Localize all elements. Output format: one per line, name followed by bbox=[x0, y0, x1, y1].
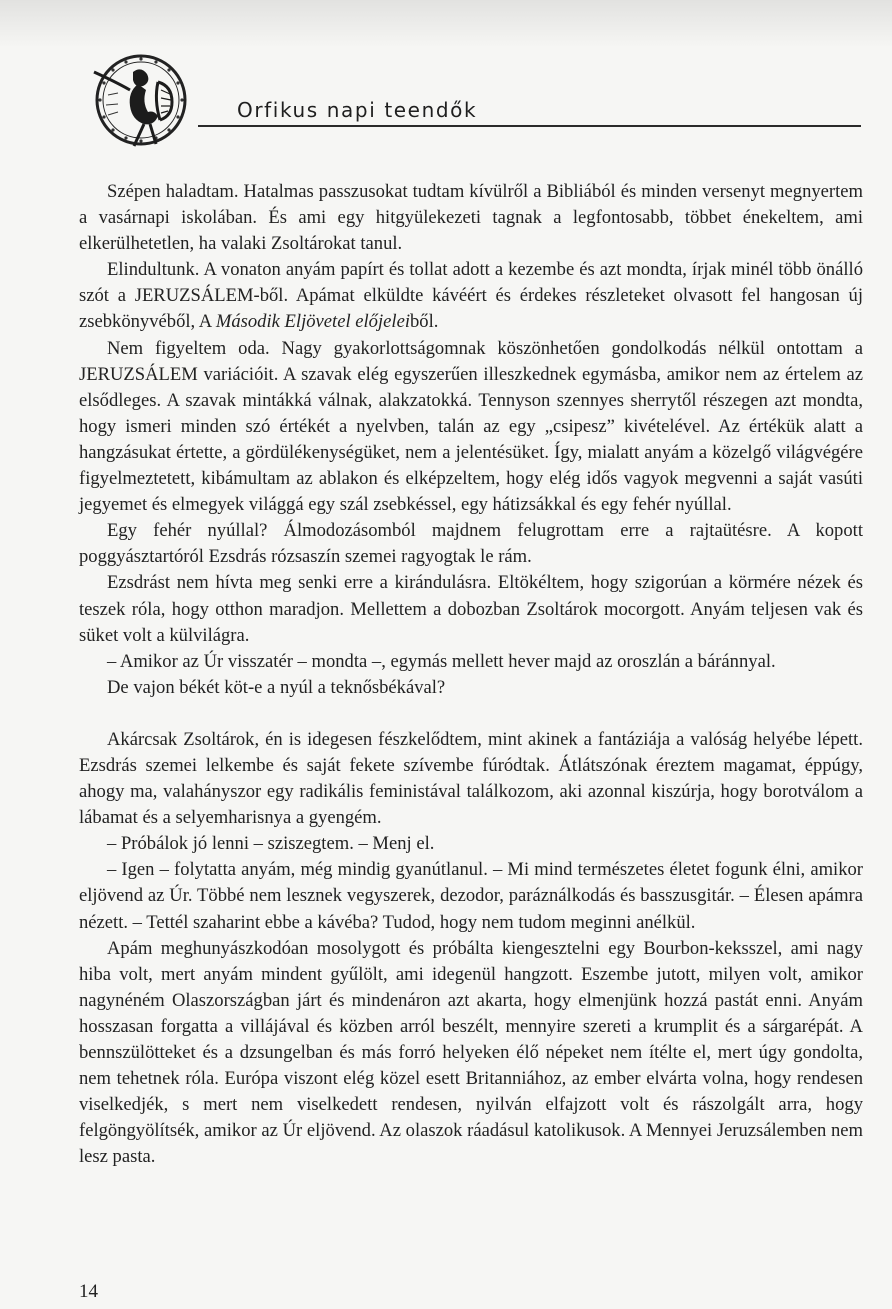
paragraph-text: De vajon békét köt-e a nyúl a teknősbékával? bbox=[107, 676, 446, 698]
paragraph bbox=[79, 727, 863, 831]
paragraph-text: Ezsdrást nem hívta meg senki erre a kirándulásra. Eltökéltem, hogy szigorúan a körmére nézek és teszek róla, hogy otthon maradjon. Mellettem a dobozban Zsoltárok mocorgott. Anyám teljesen vak és süket volt a külvilágra. bbox=[79, 572, 863, 646]
orpheus-lyre-emblem-icon bbox=[78, 50, 196, 150]
paragraph-text: Szépen haladtam. Hatalmas passzusokat tudtam kívülről a Bibliából és minden versenyt megnyertem a vasárnapi iskolában. És ami egy hitgyülekezeti tagnak a legfontosabb, többet énekeltem, ami elkerülhetetlen, ha valaki Zsoltárokat tanul. bbox=[79, 181, 863, 255]
paragraph-text: Akárcsak Zsoltárok, én is idegesen fészkelődtem, mint akinek a fantáziája a valóság helyébe lépett. Ezsdrás szemei lelkembe és saját fekete szívembe fúródtak. Átlátszónak éreztem magamat, éppúgy, ahogy ma, valahányszor egy radikális feministával találkozom, aki azonnal kiszúrja, hogy borotválom a lábamat és a selyemharisnya a gyengém. bbox=[79, 728, 863, 829]
running-header-title: Orfikus napi teendők bbox=[237, 98, 478, 122]
paragraph-text: Egy fehér nyúllal? Álmodozásomból majdnem felugrottam erre a rajtaütésre. A kopott poggyásztartóról Ezsdrás rózsaszín szemei ragyogtak le rám. bbox=[79, 520, 863, 568]
italic-title-text: Második Eljövetel előjelei bbox=[215, 311, 410, 333]
paragraph bbox=[79, 179, 863, 257]
paragraph bbox=[79, 936, 863, 1171]
scan-edge bbox=[0, 0, 892, 48]
paragraph bbox=[79, 336, 863, 519]
paragraph bbox=[79, 675, 863, 701]
paragraph-text: – Amikor az Úr visszatér – mondta –, egymás mellett hever majd az oroszlán a báránnyal. bbox=[107, 650, 776, 672]
paragraph-text: ből. bbox=[410, 311, 439, 333]
paragraph-text: Elindultunk. A vonaton anyám papírt és tollat adott a kezembe és azt mondta, írjak minél több önálló szót a JERUZSÁLEM-ből. Apámat elküldte kávéért és érdekes részleteket olvasott fel hangosan új zsebkönyvéből, A bbox=[79, 259, 863, 333]
paragraph bbox=[79, 831, 863, 857]
paragraph bbox=[79, 518, 863, 570]
paragraph bbox=[79, 570, 863, 648]
body-text bbox=[79, 179, 863, 1170]
paragraph bbox=[79, 857, 863, 935]
header-rule bbox=[198, 125, 861, 127]
paragraph-text: Nem figyeltem oda. Nagy gyakorlottságomnak köszönhetően gondolkodás nélkül ontottam a JERUZSÁLEM variációit. A szavak elég egyszerűen illeszkednek egymásba, amikor nem az értelem az elsődleges. A szavak mintákká válnak, alakzatokká. Tennyson szennyes sherrytől részegen azt mondta, hogy ismeri minden szó értékét a nyelvben, talán az egy „csipesz” kivételével. Az értékük alatt a hangzásukat értette, a gördülékenységüket, nem a jelentésüket. Így, mialatt anyám a közelgő világvégére figyelmeztetett, kibámultam az ablakon és elképzeltem, hogy elég idős vagyok megvenni a saját vasúti jegyemet és elmegyek világgá egy szál zsebkéssel, egy hátizsákkal és egy fehér nyúllal. bbox=[79, 337, 863, 516]
paragraph-text: Apám meghunyászkodóan mosolygott és próbálta kiengesztelni egy Bourbon-keksszel, ami nagy hiba volt, mert anyám mindent gyűlölt, ami idegenül hangzott. Eszembe jutott, milyen volt, amikor nagynéném Olaszországban járt és mindenáron azt akarta, hogy elmenjünk hozzá pastát enni. Anyám hosszasan forgatta a villájával és közben arról beszélt, mennyire szereti a krumplit és a sárgarépát. A bennszülötteket és a dzsungelban és más forró helyeken élő népeket nem ítélte el, mert úgy gondolta, nem tehetnek róla. Európa viszont elég közel esett Britanniához, az ember elvárta volna, hogy rendesen viselkedjék, s mert nem viselkedett rendesen, nyilván elfajzott volt és rászolgált arra, hogy felgöngyölítsék, amikor az Úr eljövend. Az olaszok ráadásul katolikusok. A Mennyei Jeruzsálemben nem lesz pasta. bbox=[79, 937, 863, 1168]
page-number: 14 bbox=[79, 1281, 98, 1302]
paragraph-text: – Igen – folytatta anyám, még mindig gyanútlanul. – Mi mind természetes életet fogunk élni, amikor eljövend az Úr. Többé nem lesznek vegyszerek, dezodor, paráználkodás és basszusgitár. – Élesen apámra nézett. – Tettél szaharint ebbe a kávéba? Tudod, hogy nem tudom meginni anélkül. bbox=[79, 859, 863, 933]
paragraph bbox=[79, 257, 863, 335]
paragraph bbox=[79, 649, 863, 675]
paragraph-text: – Próbálok jó lenni – sziszegtem. – Menj el. bbox=[107, 833, 435, 855]
